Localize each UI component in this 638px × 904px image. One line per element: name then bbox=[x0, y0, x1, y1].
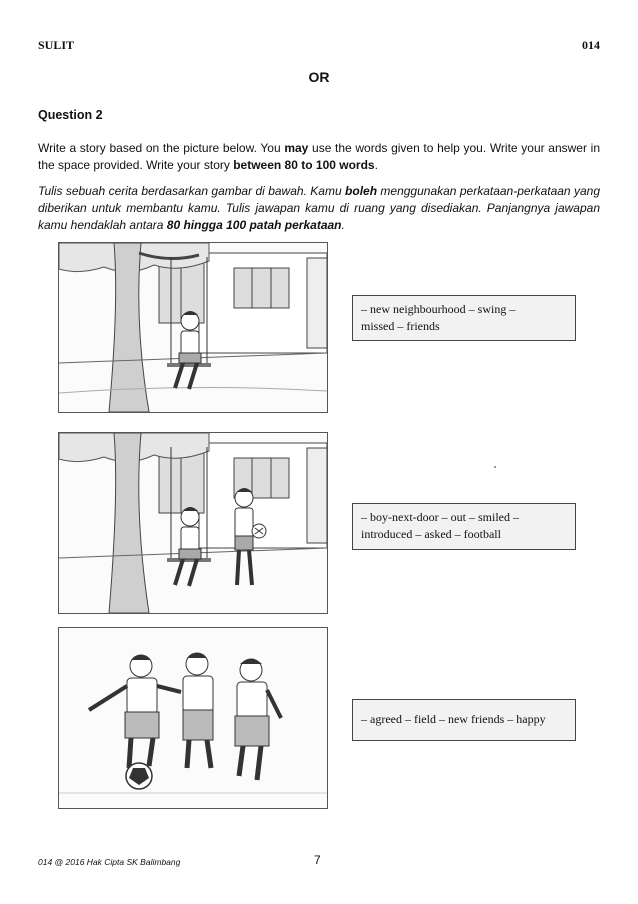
picture-3-playing-football bbox=[58, 627, 328, 809]
instruction-malay bbox=[38, 183, 600, 234]
word-box-1 bbox=[352, 295, 576, 341]
instruction-ms-text-1: Tulis sebuah cerita berdasarkan gambar di bawah. Kamu bbox=[38, 184, 346, 198]
word-box-1-line-1: – new neighbourhood – swing – bbox=[361, 302, 516, 316]
instruction-english bbox=[38, 140, 600, 174]
header-confidential-label: SULIT bbox=[38, 38, 75, 52]
word-box-3-line-1: – agreed – field – new friends – happy bbox=[361, 712, 546, 726]
instruction-ms-bold-boleh: boleh bbox=[345, 184, 378, 198]
page-number: 7 bbox=[314, 853, 321, 867]
picture-1-boy-on-swing bbox=[58, 242, 328, 413]
instruction-en-bold-may: may bbox=[284, 141, 309, 155]
instruction-en-text-2: use the words given to help you. Write your answer in the space provided. Write your story bbox=[38, 141, 600, 172]
question-title: Question 2 bbox=[38, 108, 103, 122]
word-box-2-line-1: – boy-next-door – out – smiled – bbox=[361, 510, 519, 524]
word-box-3 bbox=[352, 699, 576, 741]
instruction-ms-text-3: . bbox=[341, 218, 345, 232]
instruction-en-text-3: . bbox=[374, 158, 378, 172]
word-box-1-line-2: missed – friends bbox=[361, 319, 440, 333]
word-box-2 bbox=[352, 503, 576, 550]
instruction-en-bold-wordcount: between 80 to 100 words bbox=[233, 158, 375, 172]
header-paper-code: 014 bbox=[582, 38, 600, 52]
picture-2-boy-next-door bbox=[58, 432, 328, 614]
footer-copyright: 014 @ 2016 Hak Cipta SK Balimbang bbox=[38, 857, 181, 867]
instruction-en-text-1: Write a story based on the picture below. You bbox=[38, 141, 285, 155]
instruction-ms-bold-wordcount: 80 hingga 100 patah perkataan bbox=[166, 218, 342, 232]
section-divider-or: OR bbox=[308, 69, 330, 85]
stray-dot bbox=[494, 466, 496, 468]
instruction-ms-text-2: menggunakan perkataan-perkataan yang diberikan untuk membantu kamu. Tulis jawapan kamu di ruang yang disediakan. Panjangnya jawapan kamu hendaklah antara bbox=[38, 184, 601, 232]
word-box-2-line-2: introduced – asked – football bbox=[361, 527, 501, 541]
